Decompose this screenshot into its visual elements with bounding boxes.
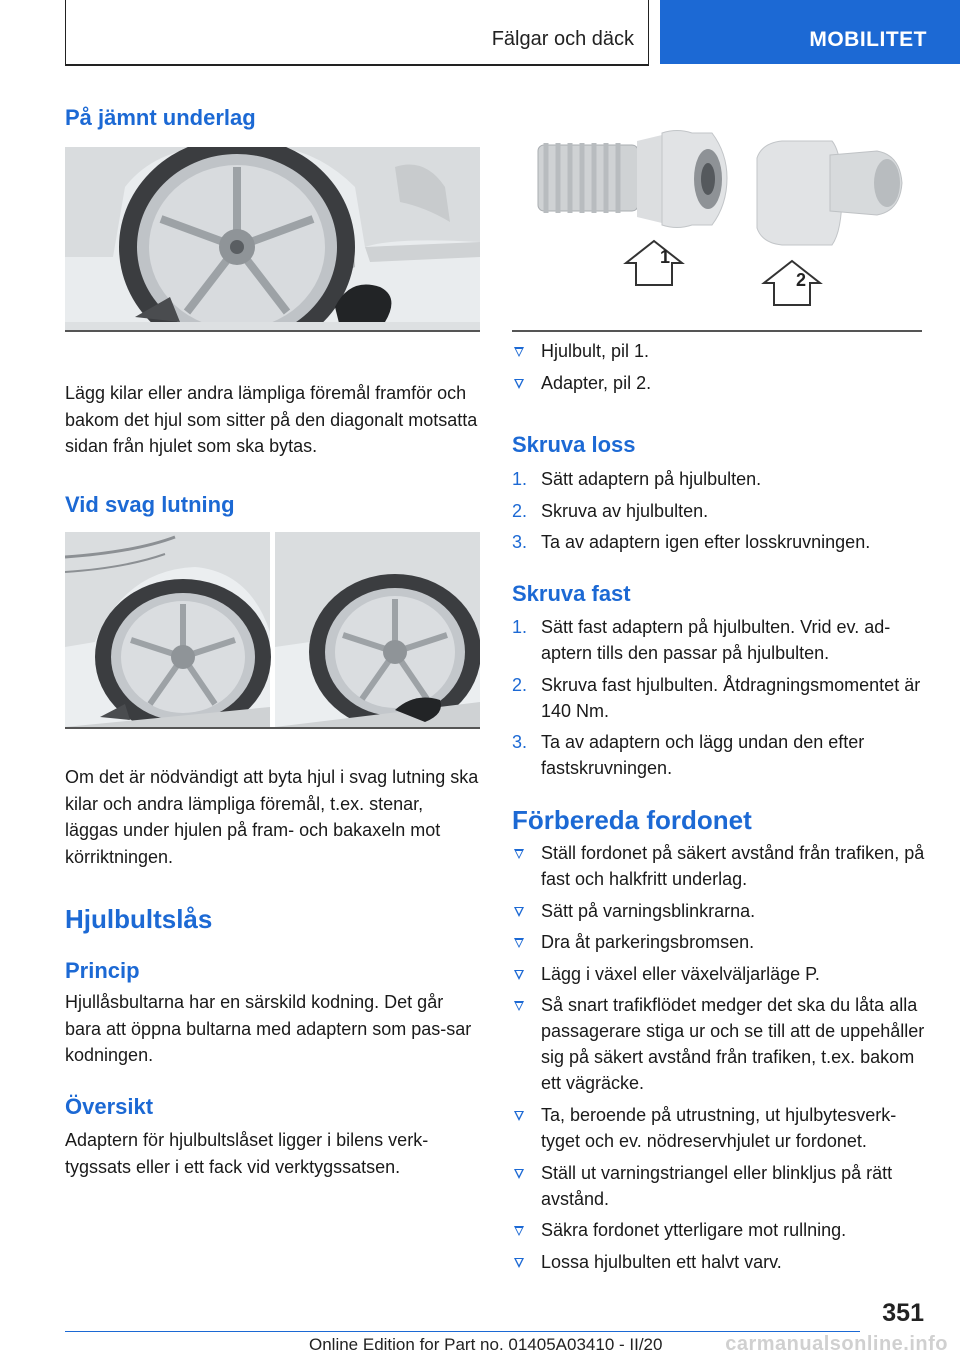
- list-item: Hjulbult, pil 1.: [512, 338, 927, 364]
- triangle-bullet-icon: [514, 1001, 524, 1011]
- header-section-title: Fälgar och däck: [491, 28, 634, 50]
- tighten-steps: [512, 614, 927, 787]
- loosen-steps: [512, 466, 927, 561]
- list-item: Dra åt parkeringsbromsen.: [512, 929, 927, 955]
- list-item: 1. Sätt fast adaptern på hjulbulten. Vrid ev. ad-aptern tills den passar på hjulbulten.: [512, 617, 891, 663]
- prepare-list: [512, 840, 927, 1280]
- list-item: Ställ ut varningstriangel eller blinkljus på rätt avstånd.: [512, 1160, 927, 1212]
- header-rule-bottom: [65, 64, 649, 66]
- triangle-bullet-icon: [514, 379, 524, 389]
- list-item: Så snart trafikflödet medger det ska du låta alla passagerare stiga ur och se till att de uppehåller sig på säkert avstånd från trafiken, t.ex. bakom ett vägräcke.: [512, 992, 927, 1096]
- chapter-tab[interactable]: [660, 0, 960, 64]
- triangle-bullet-icon: [514, 849, 524, 859]
- triangle-bullet-icon: [514, 1226, 524, 1236]
- heading-even-ground: På jämnt underlag: [65, 105, 256, 130]
- triangle-bullet-icon: [514, 907, 524, 917]
- chapter-tab-label: MOBILITET: [809, 28, 927, 51]
- header-rule-left: [65, 0, 66, 65]
- list-item: Säkra fordonet ytterligare mot rullning.: [512, 1217, 927, 1243]
- page-number: 351: [882, 1299, 924, 1327]
- figure-label-2: 2: [796, 270, 807, 290]
- heading-overview: Översikt: [65, 1094, 154, 1119]
- list-item: 2. Skruva av hjulbulten.: [512, 500, 709, 521]
- paragraph-principle: Hjullåsbultarna har en särskild kodning. Det går bara att öppna bultarna med adaptern som pas-sar kodningen.: [65, 992, 472, 1065]
- list-item: 2. Skruva fast hjulbulten. Åtdragningsmomentet är 140 Nm.: [512, 674, 921, 721]
- heading-principle: Princip: [65, 958, 140, 983]
- paragraph-overview: Adaptern för hjulbultslåset ligger i bilens verk-tygssats eller i ett fack vid verktygssatsen.: [65, 1130, 429, 1177]
- heading-slight-slope: Vid svag lutning: [65, 492, 235, 517]
- heading-prepare-vehicle: Förbereda fordonet: [512, 805, 752, 835]
- paragraph-slight-slope: Om det är nödvändigt att byta hjul i svag lutning ska kilar och andra lämpliga föremål, t.ex. stenar, läggas under hjulen på fram- och bakaxeln mot körriktningen.: [65, 767, 479, 867]
- list-item: Sätt på varningsblinkrarna.: [512, 898, 927, 924]
- heading-tighten: Skruva fast: [512, 581, 631, 606]
- bolt-adapter-illustration: [512, 113, 922, 330]
- image-rule: [512, 330, 922, 332]
- wheel-even-ground-illustration: [65, 147, 480, 330]
- image-rule: [65, 330, 480, 332]
- heading-loosen: Skruva loss: [512, 432, 636, 457]
- triangle-bullet-icon: [514, 938, 524, 948]
- triangle-bullet-icon: [514, 347, 524, 357]
- heading-wheel-lock: Hjulbultslås: [65, 904, 213, 934]
- footer-edition: Online Edition for Part no. 01405A03410 - II/20: [309, 1335, 663, 1354]
- image-rule: [65, 727, 480, 729]
- triangle-bullet-icon: [514, 1111, 524, 1121]
- footer-rule: [65, 1331, 860, 1332]
- list-item: Lossa hjulbulten ett halvt varv.: [512, 1249, 927, 1275]
- triangle-bullet-icon: [514, 970, 524, 980]
- paragraph-even-ground: Lägg kilar eller andra lämpliga föremål framför och bakom det hjul som sitter på den diagonalt motsatta sidan från hjulet som ska bytas.: [65, 383, 478, 456]
- list-item: 3. Ta av adaptern och lägg undan den efter fastskruvningen.: [512, 732, 865, 779]
- wheels-on-slope-illustration: [65, 532, 480, 727]
- list-item: Ta, beroende på utrustning, ut hjulbytesverk-tyget och ev. nödreservhjulet ur fordonet.: [512, 1102, 927, 1154]
- list-item: 1. Sätt adaptern på hjulbulten.: [512, 469, 762, 489]
- parts-list: [512, 338, 927, 401]
- list-item: Ställ fordonet på säkert avstånd från trafiken, på fast och halkfritt underlag.: [512, 840, 927, 892]
- triangle-bullet-icon: [514, 1258, 524, 1268]
- list-item: Adapter, pil 2.: [512, 370, 927, 396]
- triangle-bullet-icon: [514, 1169, 524, 1179]
- footer-watermark[interactable]: carmanualsonline.info: [725, 1333, 948, 1355]
- list-item: 3. Ta av adaptern igen efter losskruvningen.: [512, 532, 871, 553]
- list-item: Lägg i växel eller växelväljarläge P.: [512, 961, 927, 987]
- figure-label-1: 1: [660, 247, 671, 267]
- header-rule-right: [648, 0, 649, 65]
